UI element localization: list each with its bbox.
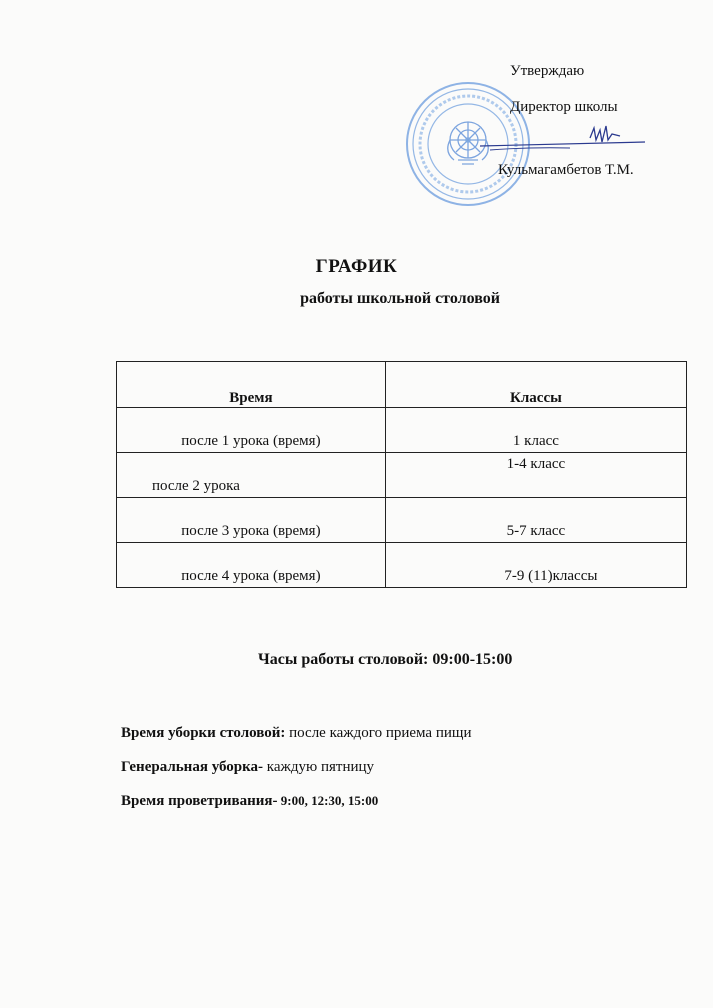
table-cell-classes: 1 класс — [385, 408, 686, 453]
table-cell-classes: 5-7 класс — [385, 498, 686, 543]
header-time: Время — [117, 362, 386, 408]
table-cell-time: после 2 урока — [117, 453, 386, 498]
table-row — [117, 453, 687, 498]
approval-position: Директор школы — [510, 99, 618, 115]
general-cleaning-value: каждую пятницу — [263, 759, 375, 775]
director-signature — [470, 120, 650, 160]
general-cleaning-label: Генеральная уборка- — [121, 759, 264, 775]
airing-time-label: Время проветривания- — [121, 793, 278, 809]
table-row — [117, 408, 687, 453]
cleaning-time-value: после каждого приема пищи — [285, 725, 472, 741]
cleaning-time-line — [121, 725, 471, 742]
table-cell-time: после 1 урока (время) — [117, 408, 386, 453]
table-cell-classes: 7-9 (11)классы — [385, 543, 686, 588]
table-header-row — [117, 362, 687, 408]
general-cleaning-line — [121, 759, 374, 776]
table-row — [117, 498, 687, 543]
schedule-table — [116, 361, 687, 588]
approval-label: Утверждаю — [510, 63, 585, 79]
airing-time-value: 9:00, 12:30, 15:00 — [277, 793, 379, 808]
approval-name: Кульмагамбетов Т.М. — [498, 162, 634, 178]
header-classes: Классы — [385, 362, 686, 408]
document-subtitle: работы школьной столовой — [300, 290, 500, 307]
table-row — [117, 543, 687, 588]
table-cell-classes: 1-4 класс — [385, 453, 686, 498]
table-cell-time: после 4 урока (время) — [117, 543, 386, 588]
cleaning-time-label: Время уборки столовой: — [121, 725, 286, 741]
table-cell-time: после 3 урока (время) — [117, 498, 386, 543]
document-title: ГРАФИК — [315, 256, 398, 277]
airing-time-line — [121, 793, 378, 810]
canteen-hours: Часы работы столовой: 09:00-15:00 — [258, 651, 513, 668]
